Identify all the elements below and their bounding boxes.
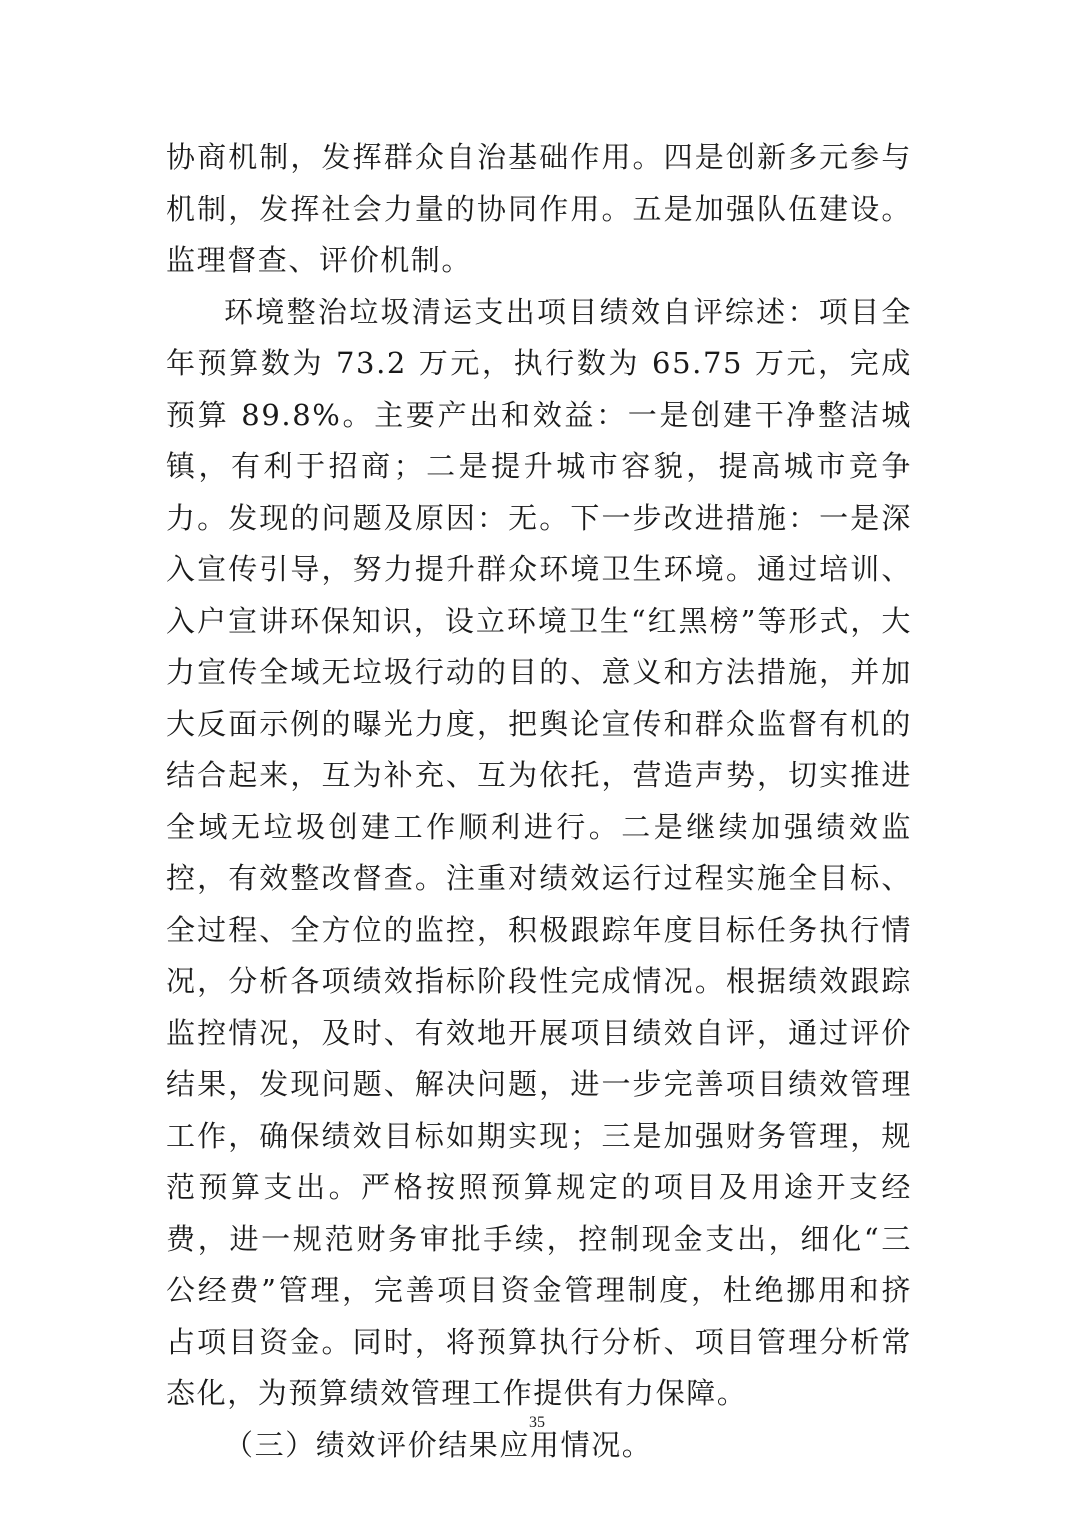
- body-text: [166, 132, 912, 1471]
- page-number: 35: [529, 1414, 545, 1431]
- paragraph-garbage-cleanup-review: 环境整治垃圾清运支出项目绩效自评综述：项目全年预算数为 73.2 万元，执行数为 65.75 万元，完成预算 89.8%。主要产出和效益：一是创建干净整洁城镇，有利于招商；二是提升城市容貌，提高城市竞争力。发现的问题及原因：无。下一步改进措施：一是深入宣传引导，努力提升群众环境卫生环境。通过培训、入户宣讲环保知识，设立环境卫生“红黑榜”等形式，大力宣传全域无垃圾行动的目的、意义和方法措施，并加大反面示例的曝光力度，把舆论宣传和群众监督有机的结合起来，互为补充、互为依托，营造声势，切实推进全域无垃圾创建工作顺利进行。二是继续加强绩效监控，有效整改督查。注重对绩效运行过程实施全目标、全过程、全方位的监控，积极跟踪年度目标任务执行情况，分析各项绩效指标阶段性完成情况。根据绩效跟踪监控情况，及时、有效地开展项目绩效自评，通过评价结果，发现问题、解决问题，进一步完善项目绩效管理工作，确保绩效目标如期实现；三是加强财务管理，规范预算支出。严格按照预算规定的项目及用途开支经费，进一规范财务审批手续，控制现金支出，细化“三公经费”管理，完善项目资金管理制度，杜绝挪用和挤占项目资金。同时，将预算执行分析、项目管理分析常态化，为预算绩效管理工作提供有力保障。: [166, 294, 912, 1410]
- paragraph-continuation: 协商机制，发挥群众自治基础作用。四是创新多元参与机制，发挥社会力量的协同作用。五是加强队伍建设。监理督查、评价机制。: [166, 140, 912, 277]
- section-heading: （三）绩效评价结果应用情况。: [224, 1427, 653, 1462]
